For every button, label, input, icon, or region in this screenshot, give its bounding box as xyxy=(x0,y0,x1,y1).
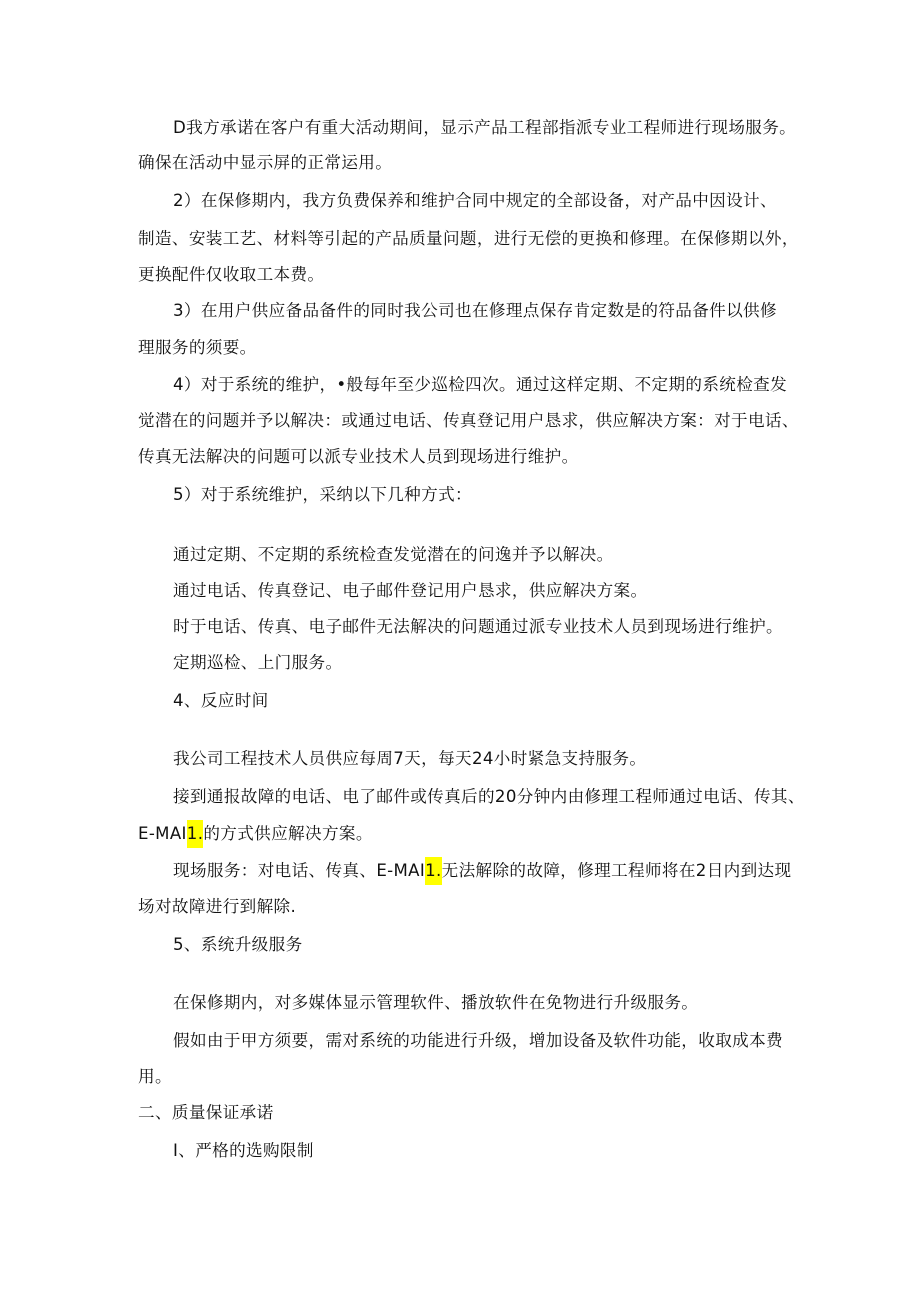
paragraph-line: 用。 xyxy=(138,1067,172,1086)
paragraph-line: 我公司工程技术人员供应每周7天，每天24小时紧急支持服务。 xyxy=(173,749,647,768)
paragraph-line: 4）对于系统的维护，•般每年至少巡检四次。通过这样定期、不定期的系统检查发 xyxy=(173,375,788,394)
paragraph-line: 理服务的须要。 xyxy=(138,338,257,357)
paragraph-line: 假如由于甲方须要，需对系统的功能进行升级，增加设备及软件功能，收取成本费 xyxy=(173,1031,783,1050)
paragraph-line: 在保修期内，对多媒体显示管理软件、播放软件在免物进行升级服务。 xyxy=(173,993,699,1012)
paragraph-line: 确保在活动中显示屏的正常运用。 xyxy=(138,153,393,172)
highlighted-text: 1. xyxy=(187,820,204,848)
paragraph-line: 更换配件仅收取工本费。 xyxy=(138,265,325,284)
paragraph-line: 传真无法解决的问题可以派专业技术人员到现场进行维护。 xyxy=(138,447,579,466)
section-heading: 5、系统升级服务 xyxy=(173,935,303,954)
text-run: 的方式供应解决方案。 xyxy=(203,824,373,843)
text-run: E-MAI xyxy=(138,824,187,843)
list-item: 定期巡检、上门服务。 xyxy=(173,653,343,672)
paragraph-line: 觉潜在的问题并予以解决：或通过电话、传真登记用户恳求，供应解决方案：对于电话、 xyxy=(138,411,799,430)
paragraph-line: 场对故障进行到解除. xyxy=(138,897,297,916)
paragraph-line: D我方承诺在客户有重大活动期间，显示产品工程部指派专业工程师进行现场服务。 xyxy=(173,118,797,137)
text-run: 现场服务：对电话、传真、E-MAI xyxy=(173,861,426,880)
list-item: 通过电话、传真登记、电子邮件登记用户恳求，供应解决方案。 xyxy=(173,581,648,600)
section-heading: 二、质量保证承诺 xyxy=(138,1103,274,1122)
list-item: 通过定期、不定期的系统检查发觉潜在的问逸并予以解决。 xyxy=(173,545,614,564)
subsection-heading: I、严格的选购限制 xyxy=(173,1141,314,1160)
text-run: 无法解除的故障，修理工程师将在2日内到达现 xyxy=(441,861,792,880)
paragraph-line: 3）在用户供应备品备件的同时我公司也在修理点保存肯定数是的符品备件以供修 xyxy=(173,301,777,320)
paragraph-line: 制造、安装工艺、材料等引起的产品质量问题，进行无偿的更换和修理。在保修期以外， xyxy=(138,229,799,248)
paragraph-line: 5）对于系统维护，采纳以下几种方式： xyxy=(173,485,472,504)
highlighted-text: 1. xyxy=(425,857,442,885)
paragraph-line: 2）在保修期内，我方负费保养和维护合同中规定的全部设备，对产品中因设计、 xyxy=(173,191,777,210)
paragraph-line xyxy=(173,860,791,882)
paragraph-line: 接到通报故障的电话、电了邮件或传真后的20分钟内由修理工程师通过电话、传其、 xyxy=(173,787,805,806)
list-item: 时于电话、传真、电子邮件无法解决的问题通过派专业技术人员到现场进行维护。 xyxy=(173,617,783,636)
paragraph-line xyxy=(138,823,373,845)
section-heading: 4、反应时间 xyxy=(173,691,269,710)
